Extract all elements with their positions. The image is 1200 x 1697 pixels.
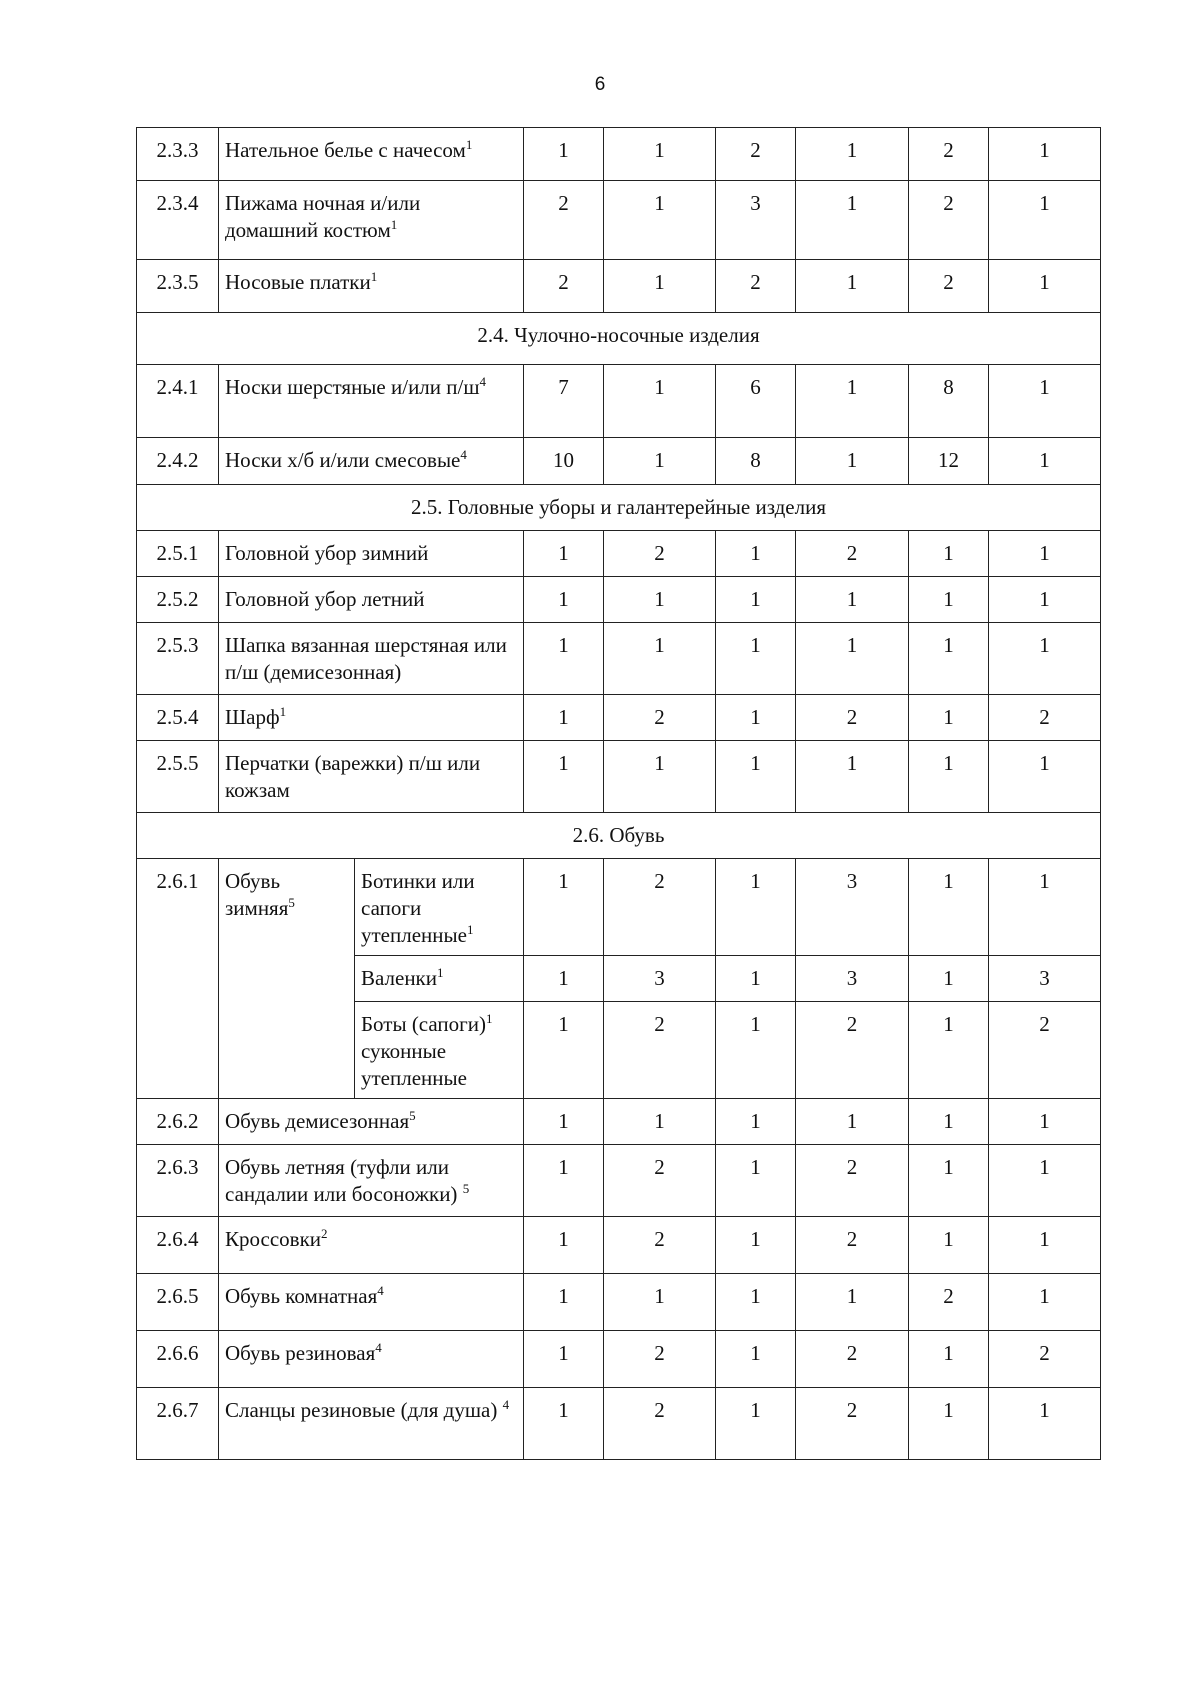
value-cell: 1 — [909, 531, 989, 577]
value-cell: 1 — [909, 1099, 989, 1145]
item-name-text: Боты (сапоги) — [361, 1012, 487, 1036]
value-cell: 2 — [716, 260, 796, 313]
value-cell: 1 — [716, 695, 796, 741]
item-name-text: Носки х/б и/или смесовые — [225, 448, 461, 472]
value-cell: 1 — [716, 956, 796, 1002]
value-cell: 2 — [604, 1145, 716, 1217]
value-cell: 1 — [716, 1274, 796, 1331]
value-cell: 1 — [909, 859, 989, 956]
section-row — [137, 485, 1101, 531]
item-code: 2.3.3 — [137, 128, 219, 181]
value-cell: 1 — [604, 623, 716, 695]
value-cell: 2 — [524, 260, 604, 313]
value-cell: 1 — [989, 365, 1101, 438]
footnote-ref: 2 — [321, 1226, 328, 1241]
value-cell: 1 — [989, 1388, 1101, 1460]
value-cell: 1 — [524, 741, 604, 813]
item-name — [219, 623, 524, 695]
value-cell: 3 — [796, 859, 909, 956]
value-cell: 10 — [524, 438, 604, 485]
value-cell: 1 — [989, 260, 1101, 313]
value-cell: 8 — [716, 438, 796, 485]
item-name-text: Перчатки (варежки) п/ш или кожзам — [225, 751, 481, 802]
value-cell: 2 — [796, 1145, 909, 1217]
item-code: 2.5.4 — [137, 695, 219, 741]
value-cell: 1 — [909, 1145, 989, 1217]
item-code: 2.4.1 — [137, 365, 219, 438]
item-code: 2.3.4 — [137, 181, 219, 260]
item-code: 2.5.3 — [137, 623, 219, 695]
item-code: 2.3.5 — [137, 260, 219, 313]
value-cell: 2 — [796, 1217, 909, 1274]
value-cell: 2 — [989, 1331, 1101, 1388]
table-body — [137, 128, 1101, 1460]
value-cell: 2 — [604, 1331, 716, 1388]
value-cell: 2 — [604, 695, 716, 741]
value-cell: 1 — [909, 741, 989, 813]
value-cell: 1 — [524, 956, 604, 1002]
value-cell: 7 — [524, 365, 604, 438]
item-name — [219, 260, 524, 313]
value-cell: 1 — [604, 741, 716, 813]
norms-table — [136, 127, 1101, 1460]
value-cell: 1 — [604, 577, 716, 623]
item-code: 2.6.2 — [137, 1099, 219, 1145]
item-name — [219, 128, 524, 181]
value-cell: 1 — [796, 1099, 909, 1145]
value-cell: 6 — [716, 365, 796, 438]
item-name-text: Носки шерстяные и/или п/ш — [225, 375, 480, 399]
value-cell: 2 — [796, 1002, 909, 1099]
value-cell: 1 — [989, 1145, 1101, 1217]
value-cell: 2 — [989, 1002, 1101, 1099]
table-row — [137, 260, 1101, 313]
section-row — [137, 313, 1101, 365]
footnote-ref: 4 — [377, 1283, 384, 1298]
section-row — [137, 813, 1101, 859]
value-cell: 2 — [604, 859, 716, 956]
value-cell: 1 — [604, 260, 716, 313]
table-row — [137, 1145, 1101, 1217]
table-row — [137, 438, 1101, 485]
value-cell: 1 — [989, 1099, 1101, 1145]
value-cell: 1 — [524, 1099, 604, 1145]
footnote-ref: 4 — [375, 1340, 382, 1355]
item-code: 2.6.7 — [137, 1388, 219, 1460]
value-cell: 2 — [796, 531, 909, 577]
item-name — [219, 695, 524, 741]
table-row — [137, 1099, 1101, 1145]
value-cell: 1 — [796, 181, 909, 260]
value-cell: 1 — [604, 181, 716, 260]
value-cell: 1 — [524, 577, 604, 623]
table-row — [137, 1217, 1101, 1274]
value-cell: 1 — [796, 1274, 909, 1331]
footnote-ref: 1 — [437, 965, 444, 980]
value-cell: 8 — [909, 365, 989, 438]
footnote-ref: 1 — [466, 922, 474, 937]
table-row — [137, 181, 1101, 260]
value-cell: 1 — [604, 365, 716, 438]
item-name-text: Головной убор летний — [225, 587, 425, 611]
item-code: 2.6.6 — [137, 1331, 219, 1388]
value-cell: 1 — [909, 1002, 989, 1099]
item-name — [219, 1274, 524, 1331]
value-cell: 1 — [989, 1274, 1101, 1331]
value-cell: 1 — [604, 128, 716, 181]
value-cell: 1 — [524, 1331, 604, 1388]
value-cell: 1 — [716, 623, 796, 695]
value-cell: 1 — [524, 695, 604, 741]
value-cell: 1 — [524, 1274, 604, 1331]
value-cell: 3 — [989, 956, 1101, 1002]
value-cell: 2 — [909, 260, 989, 313]
item-name — [219, 1099, 524, 1145]
table-row — [137, 695, 1101, 741]
value-cell: 1 — [716, 1388, 796, 1460]
footnote-ref: 4 — [479, 374, 487, 389]
value-cell: 3 — [716, 181, 796, 260]
value-cell: 1 — [716, 1099, 796, 1145]
value-cell: 1 — [909, 1217, 989, 1274]
value-cell: 1 — [524, 1388, 604, 1460]
footnote-ref: 1 — [486, 1011, 493, 1026]
value-cell: 1 — [604, 438, 716, 485]
item-name-text: Шапка вязанная шерстяная или п/ш (демисезонная) — [225, 633, 507, 684]
value-cell: 1 — [989, 1217, 1101, 1274]
value-cell: 2 — [909, 181, 989, 260]
item-name — [219, 531, 524, 577]
value-cell: 1 — [604, 1099, 716, 1145]
item-name-text: Обувь летняя (туфли или сандалии или босоножки) — [225, 1155, 463, 1206]
value-cell: 1 — [909, 623, 989, 695]
section-title: 2.6. Обувь — [137, 813, 1101, 859]
item-name-text: Пижама ночная и/или домашний костюм — [225, 191, 421, 242]
footnote-ref: 4 — [460, 447, 467, 462]
value-cell: 2 — [604, 531, 716, 577]
value-cell: 1 — [909, 695, 989, 741]
value-cell: 1 — [989, 438, 1101, 485]
value-cell: 3 — [796, 956, 909, 1002]
value-cell: 2 — [604, 1388, 716, 1460]
item-name-text: Обувь демисезонная — [225, 1109, 410, 1133]
value-cell: 1 — [524, 859, 604, 956]
item-name — [219, 181, 524, 260]
section-title: 2.5. Головные уборы и галантерейные изделия — [137, 485, 1101, 531]
table-row — [137, 623, 1101, 695]
item-name — [219, 438, 524, 485]
value-cell: 2 — [909, 1274, 989, 1331]
value-cell: 12 — [909, 438, 989, 485]
value-cell: 1 — [796, 577, 909, 623]
value-cell: 1 — [716, 1002, 796, 1099]
item-name-text: Кроссовки — [225, 1227, 322, 1251]
value-cell: 1 — [716, 1331, 796, 1388]
value-cell: 1 — [989, 128, 1101, 181]
value-cell: 1 — [716, 577, 796, 623]
item-name-text: Нательное белье с начесом — [225, 138, 466, 162]
value-cell: 1 — [524, 531, 604, 577]
item-code: 2.6.3 — [137, 1145, 219, 1217]
value-cell: 1 — [989, 859, 1101, 956]
value-cell: 3 — [604, 956, 716, 1002]
item-code: 2.6.1 — [137, 859, 219, 1099]
item-name-text: Валенки — [361, 966, 437, 990]
value-cell: 1 — [909, 1388, 989, 1460]
value-cell: 1 — [524, 128, 604, 181]
table-row — [137, 577, 1101, 623]
value-cell: 2 — [796, 1331, 909, 1388]
table-row — [137, 1388, 1101, 1460]
value-cell: 1 — [524, 623, 604, 695]
item-name-continuation: суконные утепленные — [361, 1039, 467, 1090]
item-name — [219, 1331, 524, 1388]
page-number: 6 — [594, 74, 606, 95]
value-cell: 1 — [796, 365, 909, 438]
item-name-text: Ботинки или сапоги утепленные — [361, 869, 475, 947]
value-cell: 1 — [796, 128, 909, 181]
footnote-ref: 5 — [409, 1108, 416, 1123]
value-cell: 1 — [716, 1217, 796, 1274]
value-cell: 1 — [524, 1217, 604, 1274]
value-cell: 1 — [796, 623, 909, 695]
value-cell: 1 — [989, 623, 1101, 695]
value-cell: 1 — [716, 531, 796, 577]
table-row — [137, 365, 1101, 438]
value-cell: 2 — [909, 128, 989, 181]
table-row — [137, 859, 1101, 956]
value-cell: 1 — [716, 859, 796, 956]
item-name — [219, 741, 524, 813]
item-name-text: Носовые платки — [225, 270, 371, 294]
subitem-name — [355, 956, 524, 1002]
item-name-text: Шарф — [225, 705, 280, 729]
value-cell: 1 — [524, 1002, 604, 1099]
value-cell: 1 — [716, 1145, 796, 1217]
value-cell: 1 — [716, 741, 796, 813]
item-code: 2.6.4 — [137, 1217, 219, 1274]
value-cell: 1 — [909, 956, 989, 1002]
item-name-text: Обувь резиновая — [225, 1341, 376, 1365]
value-cell: 1 — [909, 577, 989, 623]
value-cell: 1 — [524, 1145, 604, 1217]
item-code: 2.4.2 — [137, 438, 219, 485]
table-row — [137, 128, 1101, 181]
value-cell: 2 — [796, 695, 909, 741]
table-row — [137, 741, 1101, 813]
item-name — [219, 1217, 524, 1274]
value-cell: 2 — [716, 128, 796, 181]
table-row — [137, 1331, 1101, 1388]
value-cell: 1 — [796, 438, 909, 485]
footnote-ref: 1 — [279, 704, 287, 719]
footnote-ref: 1 — [390, 217, 398, 232]
value-cell: 2 — [604, 1217, 716, 1274]
footnote-ref: 4 — [502, 1397, 510, 1412]
item-name — [219, 859, 355, 1099]
section-title: 2.4. Чулочно-носочные изделия — [137, 313, 1101, 365]
value-cell: 1 — [796, 260, 909, 313]
value-cell: 1 — [909, 1331, 989, 1388]
table-row — [137, 1274, 1101, 1331]
subitem-name — [355, 1002, 524, 1099]
item-code: 2.5.1 — [137, 531, 219, 577]
item-name — [219, 1145, 524, 1217]
subitem-name — [355, 859, 524, 956]
footnote-ref: 5 — [288, 895, 295, 910]
value-cell: 2 — [604, 1002, 716, 1099]
footnote-ref: 1 — [370, 269, 378, 284]
item-name-text: Головной убор зимний — [225, 541, 429, 565]
value-cell: 1 — [989, 181, 1101, 260]
item-code: 2.5.5 — [137, 741, 219, 813]
value-cell: 1 — [604, 1274, 716, 1331]
item-name — [219, 365, 524, 438]
value-cell: 2 — [989, 695, 1101, 741]
value-cell: 1 — [796, 741, 909, 813]
item-name-text: Обувь зимняя — [225, 869, 289, 920]
table-row — [137, 531, 1101, 577]
value-cell: 1 — [989, 741, 1101, 813]
item-name-text: Сланцы резиновые (для душа) — [225, 1398, 503, 1422]
footnote-ref: 5 — [462, 1181, 470, 1196]
item-name-text: Обувь комнатная — [225, 1284, 378, 1308]
footnote-ref: 1 — [465, 137, 473, 152]
item-name — [219, 577, 524, 623]
item-code: 2.5.2 — [137, 577, 219, 623]
item-name — [219, 1388, 524, 1460]
value-cell: 1 — [989, 577, 1101, 623]
value-cell: 1 — [989, 531, 1101, 577]
value-cell: 2 — [796, 1388, 909, 1460]
value-cell: 2 — [524, 181, 604, 260]
item-code: 2.6.5 — [137, 1274, 219, 1331]
